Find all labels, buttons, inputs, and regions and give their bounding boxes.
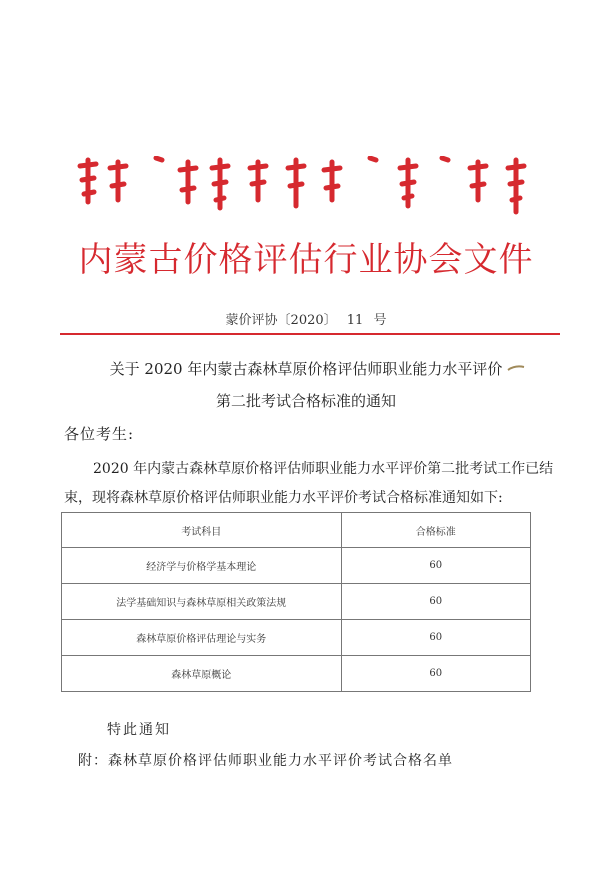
- notice-title-line2: 第二批考试合格标准的通知: [215, 392, 396, 410]
- column-header-standard: 合格标准: [341, 513, 530, 548]
- body-paragraph-line1: 2020 年内蒙古森林草原价格评估师职业能力水平评价第二批考试工作已结: [93, 461, 554, 477]
- standard-cell: 60: [341, 584, 530, 620]
- standard-cell: 60: [341, 548, 530, 584]
- mongolian-script-art: [70, 156, 550, 216]
- table-header-row: [62, 513, 531, 548]
- red-divider: [60, 333, 560, 335]
- salutation: 各位考生:: [64, 425, 135, 443]
- closing-remark: 特此通知: [107, 722, 171, 738]
- standard-cell: 60: [341, 620, 530, 656]
- table-row: [62, 584, 531, 620]
- pen-mark-icon: [507, 364, 525, 372]
- column-header-subject: 考试科目: [62, 513, 342, 548]
- notice-title-line1: 关于 2020 年内蒙古森林草原价格评估师职业能力水平评价: [109, 360, 503, 378]
- table-row: [62, 548, 531, 584]
- subject-cell: 森林草原概论: [62, 656, 342, 692]
- subject-cell: 森林草原价格评估理论与实务: [62, 620, 342, 656]
- subject-cell: 经济学与价格学基本理论: [62, 548, 342, 584]
- standard-cell: 60: [341, 656, 530, 692]
- subject-cell: 法学基础知识与森林草原相关政策法规: [62, 584, 342, 620]
- passing-standards-table: [61, 512, 531, 692]
- body-paragraph-line2: 束，现将森林草原价格评估师职业能力水平评价考试合格标准通知如下:: [64, 490, 503, 506]
- attachment-note: 附：森林草原价格评估师职业能力水平评价考试合格名单: [78, 753, 453, 769]
- mongolian-script-header: [70, 156, 550, 216]
- table-row: [62, 620, 531, 656]
- table-row: [62, 656, 531, 692]
- organization-title: 内蒙古价格评估行业协会文件: [78, 240, 534, 280]
- document-number: 蒙价评协〔2020〕 11 号: [225, 313, 387, 328]
